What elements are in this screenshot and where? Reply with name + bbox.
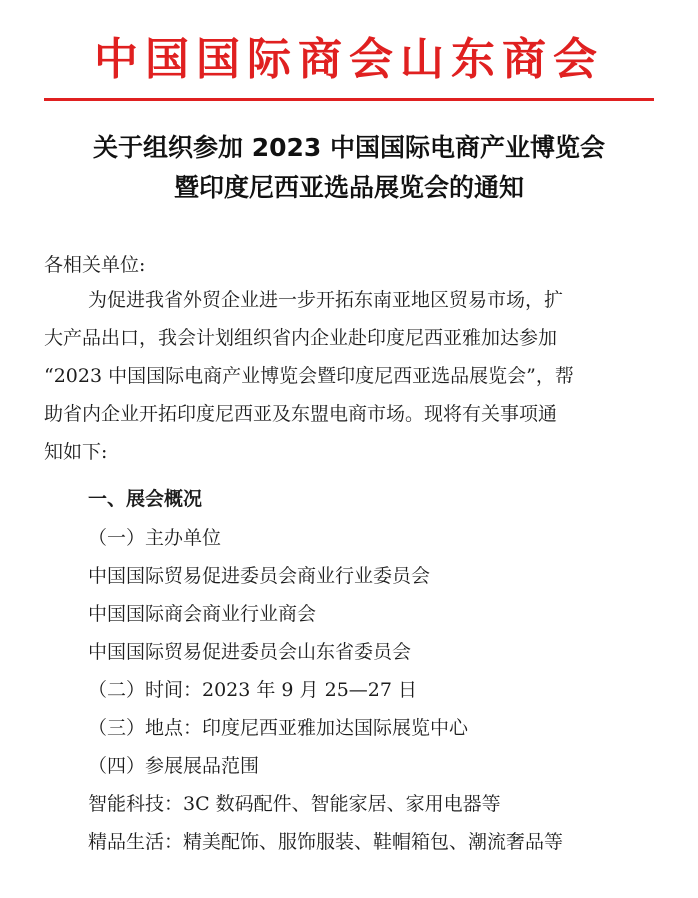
organizer-item: 中国国际贸易促进委员会山东省委员会	[88, 641, 412, 663]
section-heading-overview: 一、展会概况	[88, 488, 203, 510]
subsection-heading-organizers: （一）主办单位	[88, 527, 222, 549]
organizer-item: 中国国际商会商业行业商会	[88, 603, 317, 625]
intro-paragraph-line: 助省内企业开拓印度尼西亚及东盟电商市场。现将有关事项通	[44, 403, 558, 425]
intro-paragraph-line: “2023 中国国际电商产业博览会暨印度尼西亚选品展览会”，帮	[44, 365, 574, 387]
document-title-line-2: 暨印度尼西亚选品展览会的通知	[173, 173, 524, 202]
intro-paragraph-line: 为促进我省外贸企业进一步开拓东南亚地区贸易市场，扩	[88, 289, 564, 311]
letterhead-red-rule	[44, 98, 654, 101]
event-venue: （三）地点：印度尼西亚雅加达国际展览中心	[88, 717, 469, 739]
salutation: 各相关单位:	[44, 254, 146, 276]
intro-paragraph-line: 知如下:	[44, 441, 108, 463]
event-time: （二）时间：2023 年 9 月 25—27 日	[88, 679, 417, 701]
exhibit-category-line: 精品生活：精美配饰、服饰服装、鞋帽箱包、潮流奢品等	[88, 831, 564, 853]
subsection-heading-exhibit-scope: （四）参展展品范围	[88, 755, 260, 777]
letterhead-org-name: 中国国际商会山东商会	[94, 34, 604, 85]
organizer-item: 中国国际贸易促进委员会商业行业委员会	[88, 565, 431, 587]
exhibit-category-line: 智能科技：3C 数码配件、智能家居、家用电器等	[88, 793, 501, 815]
document-title-line-1: 关于组织参加 2023 中国国际电商产业博览会	[93, 133, 605, 162]
intro-paragraph-line: 大产品出口，我会计划组织省内企业赴印度尼西亚雅加达参加	[44, 327, 558, 349]
